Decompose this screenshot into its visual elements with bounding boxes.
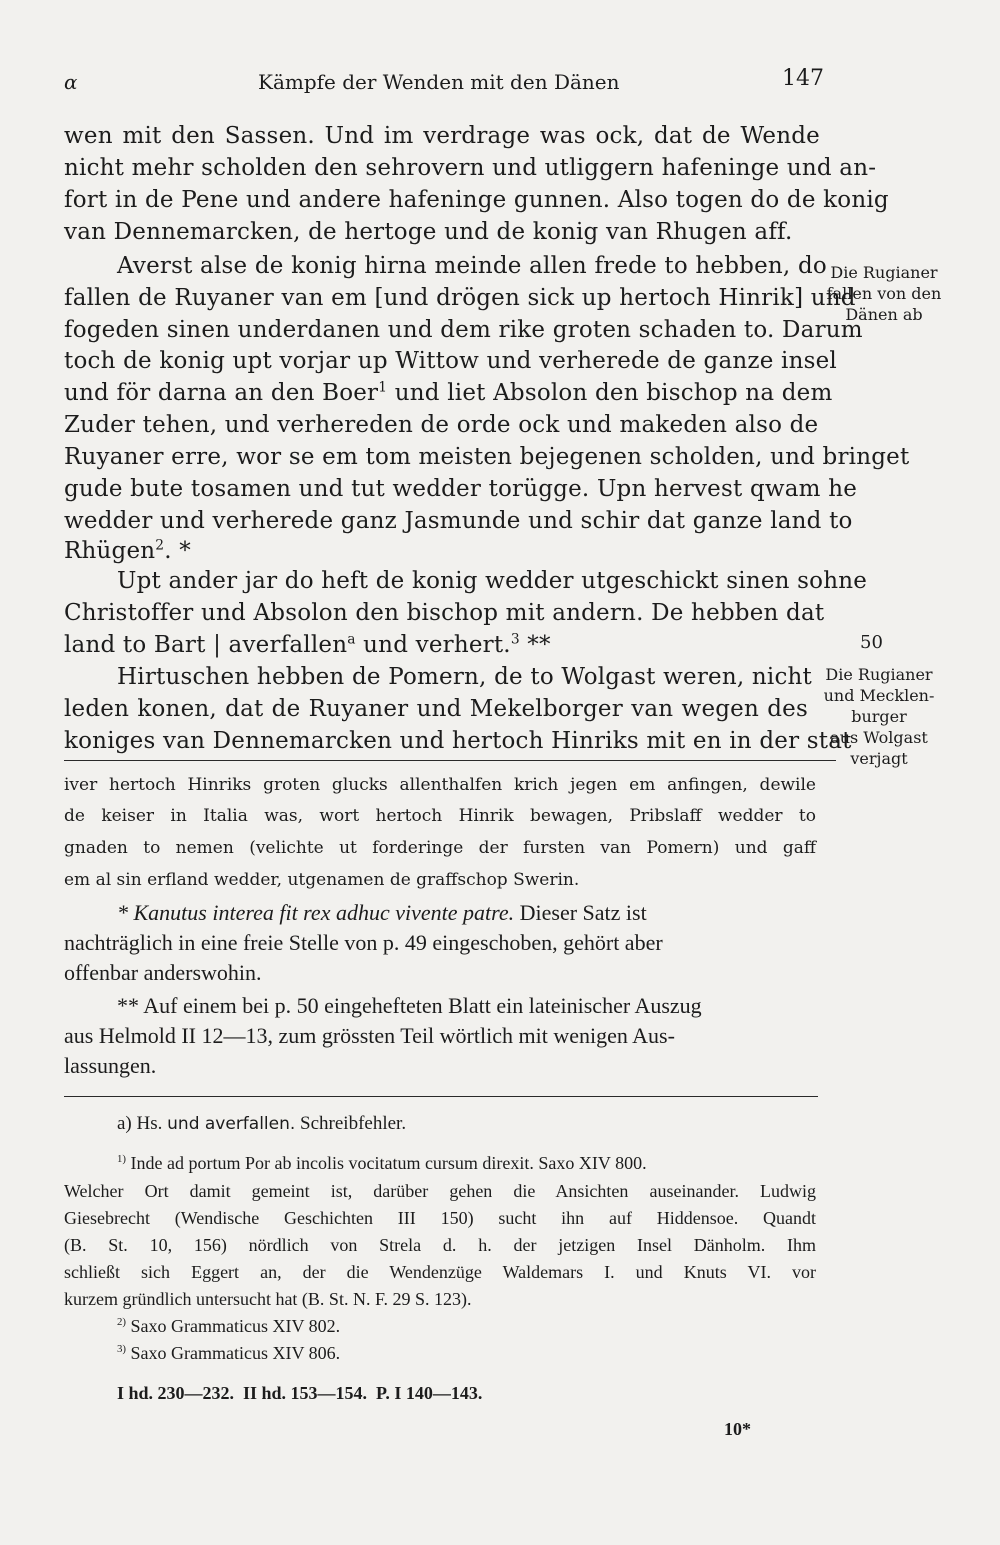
text-fragment: und för darna an den Boer (64, 380, 379, 406)
text-line: koniges van Dennemarcken und hertoch Hinriks mit en in der stat (64, 728, 852, 754)
footnote-mark: 3) (117, 1343, 126, 1355)
footnote-quoted-word: und averfallen. (167, 1114, 296, 1134)
text-line: Ruyaner erre, wor se em tom meisten bejegenen scholden, und bringet (64, 444, 910, 470)
note-text: Dieser Satz ist (519, 900, 647, 925)
footnote-ref-2: 2 (155, 537, 165, 554)
footnote-text: Schreibfehler. (300, 1113, 407, 1134)
margin-note-line: Die Rugianer (830, 263, 938, 282)
text-line: gude bute tosamen und tut wedder torügge. Upn hervest qwam he (64, 476, 858, 502)
footnote-line: Giesebrecht (Wendische Geschichten III 150) sucht ihn auf Hiddensoe. Quandt (64, 1208, 816, 1228)
text-fragment: ** (519, 632, 551, 658)
text-line: fallen de Ruyaner van em [und drögen sick up hertoch Hinrik] und (64, 285, 856, 311)
footnote-mark: 1) (117, 1153, 126, 1165)
text-line: leden konen, dat de Ruyaner und Mekelborger van wegen des (64, 696, 808, 722)
footnote-line: kurzem gründlich untersucht hat (B. St. N. F. 29 S. 123). (64, 1289, 472, 1309)
text-line: wen mit den Sassen. Und im verdrage was ock, dat de Wende (64, 123, 820, 149)
footnote-ref-3: 3 (510, 631, 520, 648)
text-line: toch de konig upt vorjar up Wittow und verherede de ganze insel (64, 348, 837, 374)
footnote-line: schließt sich Eggert an, der die Wendenzüge Waldemars I. und Knuts VI. vor (64, 1262, 816, 1282)
text-line (64, 632, 551, 658)
margin-note-line: Dänen ab (845, 305, 923, 324)
page-number: 147 (782, 66, 824, 91)
footnote-2 (117, 1316, 340, 1337)
footnote-text: Inde ad portum Por ab incolis vocitatum cursum direxit. (130, 1153, 534, 1173)
margin-note-line: verjagt (850, 749, 908, 768)
note-line: lassungen. (64, 1053, 157, 1078)
margin-note-line: burger (851, 707, 907, 726)
text-fragment: . * (164, 538, 192, 564)
text-line (64, 379, 833, 406)
footnote-text: Saxo Grammaticus XIV 806. (130, 1343, 341, 1363)
footnote-3 (117, 1343, 340, 1364)
text-line: Upt ander jar do heft de konig wedder utgeschickt sinen sohne (117, 568, 868, 594)
footnote-ref-a: a (347, 631, 356, 648)
text-line: Zuder tehen, und verhereden de orde ock und makeden also de (64, 412, 819, 438)
text-line: iver hertoch Hinriks groten glucks allenthalfen krich jegen em anfingen, dewile (64, 775, 816, 795)
text-line: de keiser in Italia was, wort hertoch Hinrik bewagen, Pribslaff wedder to (64, 806, 816, 826)
margin-note-line: und Mecklen- (823, 686, 935, 705)
note-line: aus Helmold II 12—13, zum grössten Teil wörtlich mit wenigen Aus- (64, 1023, 675, 1048)
margin-note-rugianer (818, 262, 950, 325)
text-line: nicht mehr scholden den sehrovern und utliggern hafeninge und an- (64, 155, 877, 181)
margin-note-line: fallen von den (826, 284, 942, 303)
footnote-text: Hs. (136, 1113, 163, 1134)
text-line: Hirtuschen hebben de Pomern, de to Wolgast weren, nicht (117, 664, 812, 690)
footnote-mark: a) (117, 1113, 132, 1134)
margin-note-wolgast (808, 664, 950, 769)
text-line: Averst alse de konig hirna meinde allen frede to hebben, do (117, 253, 827, 279)
footnote-divider (64, 1096, 818, 1097)
text-line: fogeden sinen underdanen und dem rike groten schaden to. Darum (64, 317, 863, 343)
footnote-line: Welcher Ort damit gemeint ist, darüber gehen die Ansichten auseinander. Ludwig (64, 1181, 816, 1201)
text-fragment: Rhügen (64, 538, 156, 564)
signature-mark: 10* (724, 1419, 751, 1439)
source-references: I hd. 230—232. II hd. 153—154. P. I 140—143. (117, 1383, 483, 1403)
margin-note-line: aus Wolgast (830, 728, 928, 747)
text-line: em al sin erfland wedder, utgenamen de graffschop Swerin. (64, 870, 580, 890)
margin-note-line: Die Rugianer (825, 665, 933, 684)
note-line: offenbar anderswohin. (64, 960, 262, 985)
text-line: Christoffer und Absolon den bischop mit andern. De hebben dat (64, 600, 825, 626)
footnote-line: (B. St. 10, 156) nördlich von Strela d. h. der jetzigen Insel Dänholm. Ihm (64, 1235, 816, 1255)
footnote-text: Saxo Grammaticus XIV 802. (130, 1316, 341, 1336)
footnote-mark: 2) (117, 1316, 126, 1328)
footnote-ref-1: 1 (378, 379, 388, 396)
note-line (117, 900, 647, 926)
text-fragment: und verhert. (355, 632, 511, 658)
section-divider (64, 760, 836, 761)
note-line: nachträglich in eine freie Stelle von p. 49 eingeschoben, gehört aber (64, 930, 663, 955)
text-line: van Dennemarcken, de hertoge und de konig van Rhugen aff. (64, 219, 793, 245)
text-fragment: und liet Absolon den bischop na dem (387, 380, 833, 406)
text-fragment: land to Bart | averfallen (64, 632, 348, 658)
header-left-mark: α (64, 70, 78, 94)
footnote-text: Saxo XIV 800. (538, 1153, 647, 1173)
text-line: wedder und verherede ganz Jasmunde und schir dat ganze land to (64, 508, 853, 534)
footnote-a (117, 1113, 406, 1135)
text-line (64, 538, 191, 564)
text-line: gnaden to nemen (velichte ut forderinge der fursten van Pomern) und gaff (64, 838, 816, 858)
note-line: ** Auf einem bei p. 50 eingehefteten Blatt ein lateinischer Auszug (117, 993, 702, 1018)
text-line: fort in de Pene und andere hafeninge gunnen. Also togen do de konig (64, 187, 889, 213)
margin-line-number: 50 (860, 632, 883, 653)
note-latin: * Kanutus interea fit rex adhuc vivente patre. (117, 900, 515, 925)
footnote-1 (117, 1153, 647, 1174)
running-title: Kämpfe der Wenden mit den Dänen (258, 70, 620, 94)
